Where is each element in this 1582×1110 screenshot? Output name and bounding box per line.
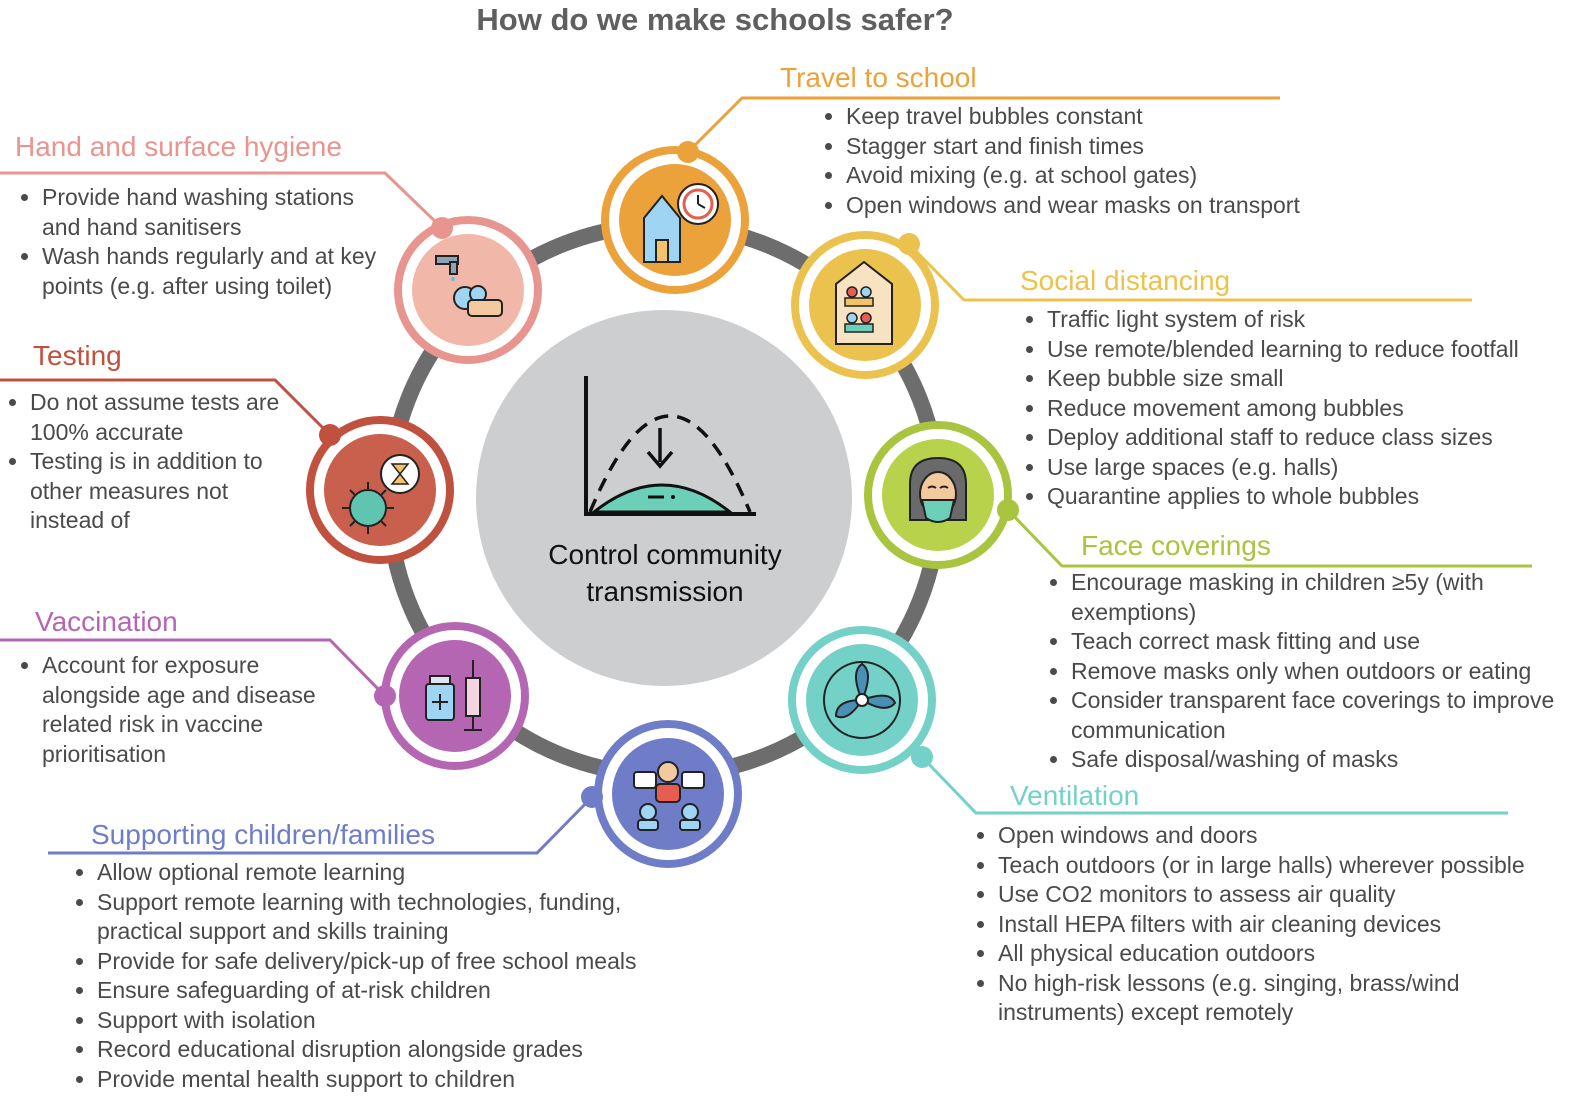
list-item: • Support remote learning with technologies, funding, practical support and skills training: [97, 888, 697, 947]
list-item: • Deploy additional staff to reduce class sizes: [1047, 423, 1582, 453]
vaccination-list: [16, 651, 352, 769]
list-item: • Teach correct mask fitting and use: [1071, 627, 1582, 657]
ventilation-heading: Ventilation: [1010, 780, 1140, 811]
testing-node: [310, 420, 450, 560]
travel-dot: [677, 141, 699, 163]
travel-list: [820, 102, 1386, 220]
list-item: • All physical education outdoors: [998, 939, 1582, 969]
testing-list: [4, 388, 306, 536]
face-node: [868, 425, 1019, 565]
travel-heading: Travel to school: [780, 62, 977, 93]
list-item: • Consider transparent face coverings to improve communication: [1071, 686, 1582, 745]
hygiene-node: [398, 217, 538, 360]
list-item: • Ensure safeguarding of at-risk children: [97, 976, 697, 1006]
list-item: • Install HEPA filters with air cleaning devices: [998, 910, 1582, 940]
supporting-heading: Supporting children/families: [91, 819, 435, 850]
social-list: [1021, 305, 1582, 512]
supporting-list: [71, 858, 697, 1094]
list-item: • Keep bubble size small: [1047, 364, 1582, 394]
social-node: [795, 233, 935, 375]
list-item: • Remove masks only when outdoors or eating: [1071, 657, 1582, 687]
testing-heading: Testing: [33, 340, 122, 371]
list-item: • Do not assume tests are 100% accurate: [30, 388, 306, 447]
list-item: • Support with isolation: [97, 1006, 697, 1036]
list-item: • Account for exposure alongside age and disease related risk in vaccine prioritisation: [42, 651, 352, 769]
center-label: Control community transmission: [548, 539, 782, 607]
supporting-dot: [581, 786, 603, 808]
list-item: • Encourage masking in children ≥5y (with exemptions): [1071, 568, 1582, 627]
ventilation-dot: [911, 746, 933, 768]
list-item: • Allow optional remote learning: [97, 858, 697, 888]
hygiene-list: [16, 183, 394, 301]
list-item: • Provide for safe delivery/pick-up of free school meals: [97, 947, 697, 977]
list-item: • Reduce movement among bubbles: [1047, 394, 1582, 424]
face-heading: Face coverings: [1081, 530, 1271, 561]
masked-person-icon: [910, 458, 966, 522]
face-dot: [997, 499, 1019, 521]
ventilation-node: [792, 630, 933, 770]
list-item: • Use large spaces (e.g. halls): [1047, 453, 1582, 483]
list-item: • Use remote/blended learning to reduce footfall: [1047, 335, 1582, 365]
social-dot: [898, 233, 920, 255]
face-list: [1045, 568, 1582, 775]
list-item: • Provide mental health support to children: [97, 1065, 697, 1095]
list-item: • Quarantine applies to whole bubbles: [1047, 482, 1582, 512]
vaccination-node: [374, 626, 525, 766]
vaccination-heading: Vaccination: [35, 606, 178, 637]
ventilation-list: [972, 821, 1582, 1028]
list-item: • Traffic light system of risk: [1047, 305, 1582, 335]
list-item: • No high-risk lessons (e.g. singing, brass/wind instruments) except remotely: [998, 969, 1582, 1028]
page-title: How do we make schools safer?: [476, 2, 954, 37]
travel-node: [605, 141, 745, 290]
list-item: • Safe disposal/washing of masks: [1071, 745, 1582, 775]
vaccination-dot: [374, 685, 396, 707]
list-item: • Record educational disruption alongside grades: [97, 1035, 697, 1065]
list-item: • Testing is in addition to other measures not instead of: [30, 447, 306, 536]
list-item: • Use CO2 monitors to assess air quality: [998, 880, 1582, 910]
supporting-node: [581, 724, 738, 864]
list-item: • Stagger start and finish times: [846, 132, 1386, 162]
testing-dot: [319, 424, 341, 446]
list-item: • Teach outdoors (or in large halls) wherever possible: [998, 851, 1582, 881]
list-item: • Wash hands regularly and at key points (e.g. after using toilet): [42, 242, 394, 301]
social-heading: Social distancing: [1020, 265, 1231, 296]
list-item: • Open windows and wear masks on transport: [846, 191, 1386, 221]
list-item: • Avoid mixing (e.g. at school gates): [846, 161, 1386, 191]
list-item: • Provide hand washing stations and hand sanitisers: [42, 183, 394, 242]
hygiene-heading: Hand and surface hygiene: [15, 131, 342, 162]
hygiene-dot: [431, 217, 453, 239]
list-item: • Keep travel bubbles constant: [846, 102, 1386, 132]
list-item: • Open windows and doors: [998, 821, 1582, 851]
